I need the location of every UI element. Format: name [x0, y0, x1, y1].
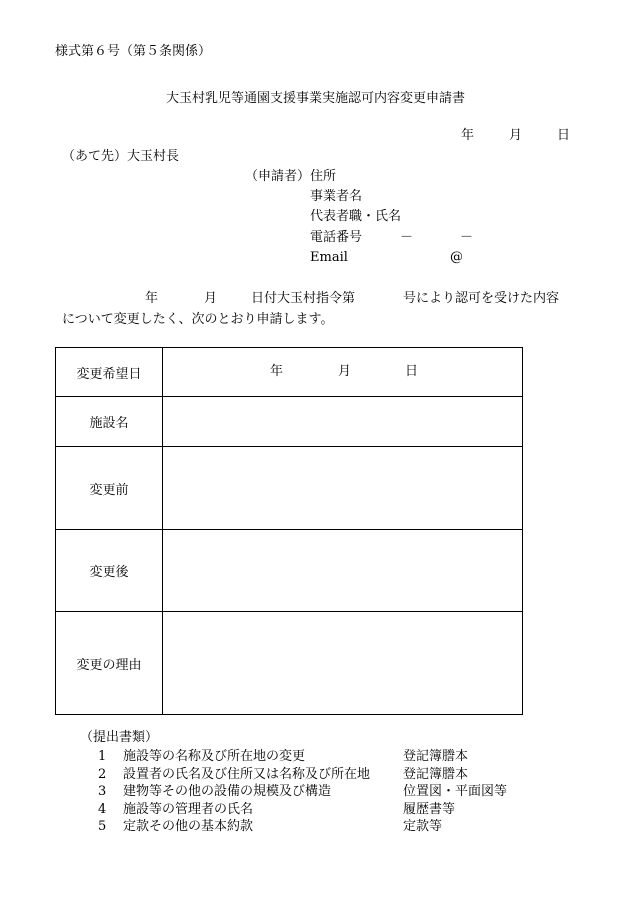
documents-item: [98, 801, 106, 818]
before-change-field[interactable]: [163, 447, 523, 530]
documents-item-change: 施設等の管理者の氏名: [123, 802, 254, 817]
facility-name-field[interactable]: [163, 397, 523, 447]
applicant-email-label: Email: [310, 250, 348, 265]
applicant-phone-label: 電話番号: [310, 230, 363, 245]
documents-item-number: 2: [98, 767, 107, 782]
documents-item-doc: 定款等: [403, 819, 443, 834]
documents-heading: （提出書類）: [80, 730, 159, 745]
form-number: 様式第６号（第５条関係）: [55, 44, 212, 59]
applicant-representative-label: 代表者職・氏名: [310, 209, 402, 224]
statement-line-2: について変更したく、次のとおり申請します。: [62, 312, 334, 327]
documents-item-number: 3: [98, 784, 107, 799]
statement-month: 月: [204, 291, 218, 306]
change-reason-field[interactable]: [163, 612, 523, 715]
table-label: 施設名: [56, 397, 163, 447]
documents-item-doc: 登記簿謄本: [403, 749, 469, 764]
table-row: [56, 348, 523, 397]
documents-item-number: 5: [98, 819, 107, 834]
documents-item-change: 施設等の名称及び所在地の変更: [123, 749, 306, 764]
date-day-label: 日: [557, 128, 571, 143]
phone-dash-1: －: [400, 230, 414, 245]
table-row: [56, 447, 523, 530]
documents-item: [98, 748, 106, 765]
applicant-business-label: 事業者名: [310, 189, 363, 204]
statement-approval: 号により認可を受けた内容: [403, 291, 560, 306]
page-title: 大玉村乳児等通園支援事業実施認可内容変更申請書: [166, 91, 466, 106]
desired-change-date-field[interactable]: [163, 348, 523, 397]
date-year-label: 年: [461, 128, 475, 143]
desired-date-year: 年: [270, 364, 284, 379]
date-month-label: 月: [509, 128, 523, 143]
table-row: [56, 397, 523, 447]
applicant-address-label: 住所: [310, 169, 337, 184]
documents-item-change: 設置者の氏名及び住所又は名称及び所在地: [123, 767, 371, 782]
documents-item-doc: 位置図・平面図等: [403, 784, 508, 799]
documents-item-change: 建物等その他の設備の規模及び構造: [123, 784, 332, 799]
desired-date-month: 月: [338, 364, 352, 379]
change-request-table: [55, 347, 523, 715]
table-label: 変更の理由: [56, 612, 163, 715]
documents-item-change: 定款その他の基本約款: [123, 819, 254, 834]
documents-item-number: 4: [98, 802, 107, 817]
phone-dash-2: －: [460, 230, 474, 245]
documents-item-doc: 登記簿謄本: [403, 767, 469, 782]
documents-item-doc: 履歴書等: [403, 802, 456, 817]
email-at-sign: @: [450, 250, 463, 265]
documents-item: [98, 766, 106, 783]
addressee: （あて先）大玉村長: [62, 149, 180, 164]
applicant-prefix: （申請者）: [245, 169, 311, 184]
table-label: 変更希望日: [56, 348, 163, 397]
statement-day-designation: 日付大玉村指令第: [251, 291, 356, 306]
documents-item-number: 1: [98, 749, 107, 764]
table-row: [56, 530, 523, 612]
table-label: 変更前: [56, 447, 163, 530]
table-label: 変更後: [56, 530, 163, 612]
documents-item: [98, 783, 106, 800]
desired-date-day: 日: [405, 364, 419, 379]
after-change-field[interactable]: [163, 530, 523, 612]
statement-year: 年: [145, 291, 159, 306]
documents-item: [98, 818, 106, 835]
table-row: [56, 612, 523, 715]
